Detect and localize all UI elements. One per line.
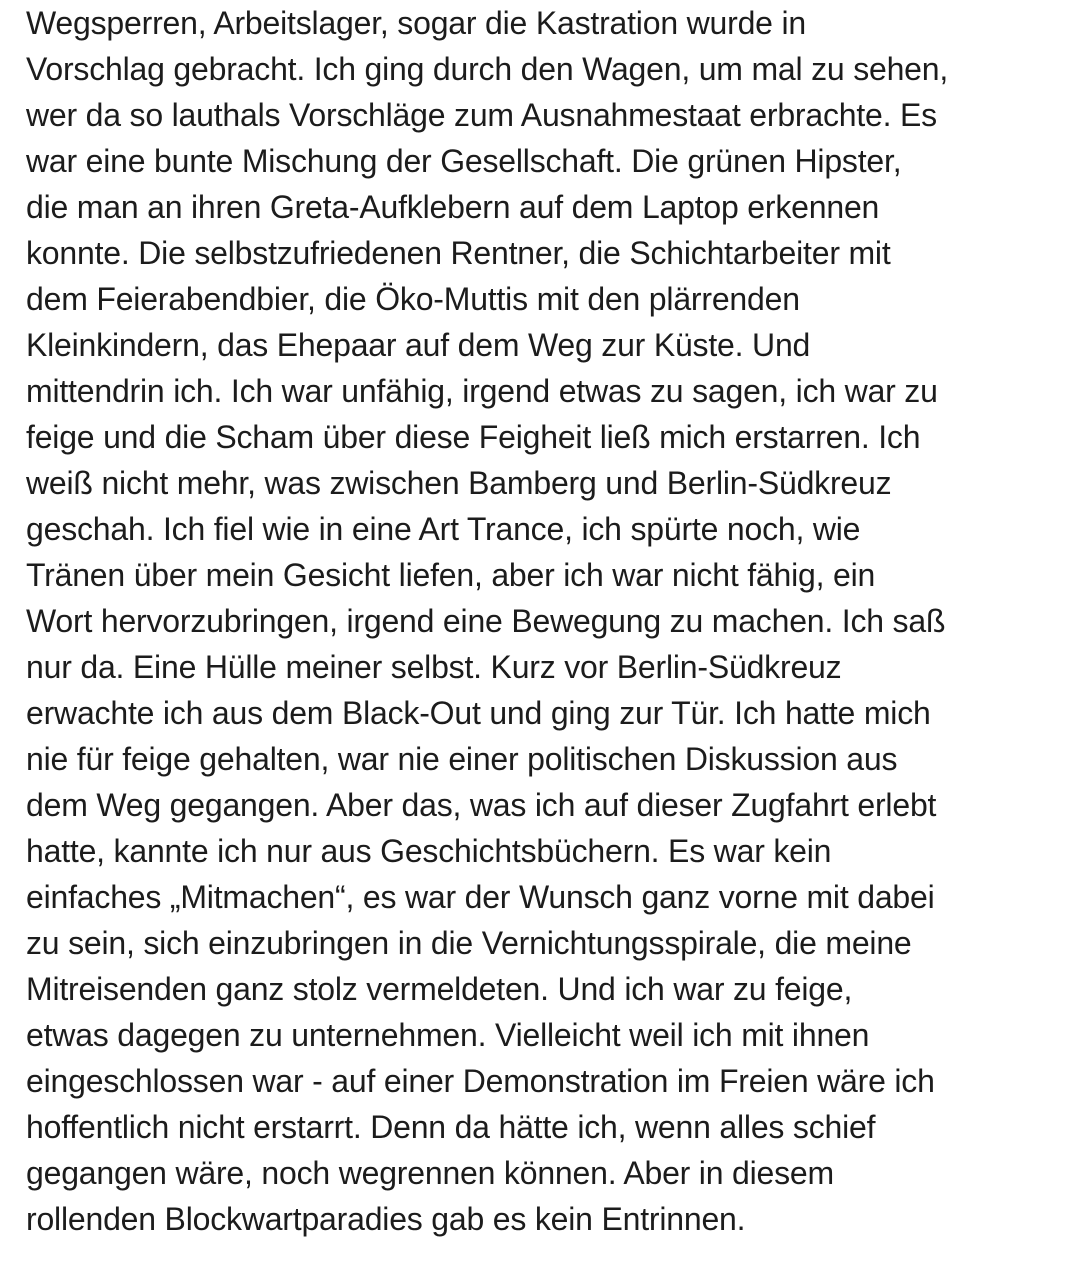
text-line: mittendrin ich. Ich war unfähig, irgend etwas zu sagen, ich war zu xyxy=(26,373,938,409)
text-line: dem Feierabendbier, die Öko-Muttis mit den plärrenden xyxy=(26,281,800,317)
document-text xyxy=(26,0,1071,1242)
text-line: war eine bunte Mischung der Gesellschaft. Die grünen Hipster, xyxy=(26,143,902,179)
text-line: rollenden Blockwartparadies gab es kein Entrinnen. xyxy=(26,1201,746,1237)
text-line: eingeschlossen war - auf einer Demonstration im Freien wäre ich xyxy=(26,1063,935,1099)
text-line: dem Weg gegangen. Aber das, was ich auf dieser Zugfahrt erlebt xyxy=(26,787,937,823)
text-line: Wegsperren, Arbeitslager, sogar die Kastration wurde in xyxy=(26,5,806,41)
text-line: zu sein, sich einzubringen in die Vernichtungsspirale, die meine xyxy=(26,925,912,961)
text-line: Mitreisenden ganz stolz vermeldeten. Und ich war zu feige, xyxy=(26,971,853,1007)
text-line: nur da. Eine Hülle meiner selbst. Kurz vor Berlin-Südkreuz xyxy=(26,649,842,685)
text-line: konnte. Die selbstzufriedenen Rentner, die Schichtarbeiter mit xyxy=(26,235,891,271)
text-line: die man an ihren Greta-Aufklebern auf dem Laptop erkennen xyxy=(26,189,880,225)
text-line: Vorschlag gebracht. Ich ging durch den Wagen, um mal zu sehen, xyxy=(26,51,949,87)
text-line: erwachte ich aus dem Black-Out und ging zur Tür. Ich hatte mich xyxy=(26,695,931,731)
text-line: gegangen wäre, noch wegrennen können. Aber in diesem xyxy=(26,1155,834,1191)
text-line: wer da so lauthals Vorschläge zum Ausnahmestaat erbrachte. Es xyxy=(26,97,937,133)
text-line: geschah. Ich fiel wie in eine Art Trance, ich spürte noch, wie xyxy=(26,511,861,547)
text-line: einfaches „Mitmachen“, es war der Wunsch ganz vorne mit dabei xyxy=(26,879,935,915)
text-line: Wort hervorzubringen, irgend eine Bewegung zu machen. Ich saß xyxy=(26,603,946,639)
text-line: etwas dagegen zu unternehmen. Vielleicht weil ich mit ihnen xyxy=(26,1017,870,1053)
text-line: nie für feige gehalten, war nie einer politischen Diskussion aus xyxy=(26,741,898,777)
text-line: weiß nicht mehr, was zwischen Bamberg und Berlin-Südkreuz xyxy=(26,465,892,501)
text-line: Kleinkindern, das Ehepaar auf dem Weg zur Küste. Und xyxy=(26,327,811,363)
text-line: hoffentlich nicht erstarrt. Denn da hätte ich, wenn alles schief xyxy=(26,1109,876,1145)
text-line: hatte, kannte ich nur aus Geschichtsbüchern. Es war kein xyxy=(26,833,832,869)
text-line: Tränen über mein Gesicht liefen, aber ich war nicht fähig, ein xyxy=(26,557,876,593)
text-line: feige und die Scham über diese Feigheit ließ mich erstarren. Ich xyxy=(26,419,921,455)
